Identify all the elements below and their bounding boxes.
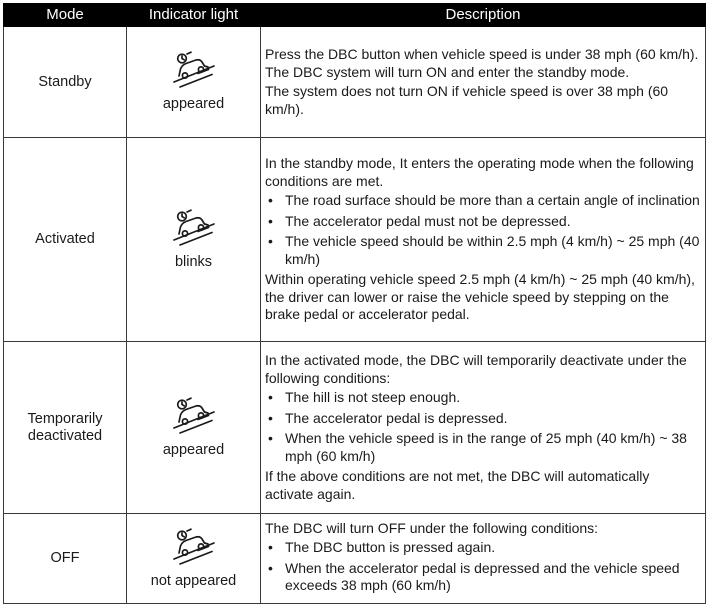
description-cell — [261, 342, 706, 514]
downhill-brake-control-icon — [171, 50, 217, 90]
list-item: • The hill is not steep enough. — [265, 389, 701, 407]
indicator-state: not appeared — [150, 572, 237, 589]
condition-list — [265, 389, 701, 465]
list-item: • The accelerator pedal must not be depressed. — [265, 213, 701, 231]
header-row — [4, 4, 706, 27]
header-description: Description — [261, 4, 706, 27]
description-paragraph: In the standby mode, It enters the operating mode when the following conditions are met. — [265, 155, 694, 189]
description-paragraph: Within operating vehicle speed 2.5 mph (4 km/h) ~ 25 mph (40 km/h), the driver can lower or raise the vehicle speed by stepping on the brake pedal or accelerator pedal. — [265, 271, 695, 323]
header-indicator-light: Indicator light — [127, 4, 261, 27]
table-row — [4, 138, 706, 342]
description-cell — [261, 138, 706, 342]
description-paragraph: The system does not turn ON if vehicle speed is over 38 mph (60 km/h). — [265, 83, 669, 117]
downhill-brake-control-icon — [171, 527, 217, 567]
list-item: • When the vehicle speed is in the range of 25 mph (40 km/h) ~ 38 mph (60 km/h) — [265, 430, 701, 465]
description-paragraph: The DBC will turn OFF under the following conditions: — [265, 519, 599, 536]
description-paragraph: If the above conditions are not met, the DBC will automatically activate again. — [265, 468, 650, 502]
mode-cell: Activated — [4, 138, 127, 342]
description-cell — [261, 27, 706, 138]
list-item: • The DBC button is pressed again. — [265, 539, 701, 557]
table-row — [4, 514, 706, 604]
list-item: • The road surface should be more than a certain angle of inclination — [265, 192, 701, 210]
list-item: • The accelerator pedal is depressed. — [265, 410, 701, 428]
dbc-mode-table — [3, 3, 706, 604]
indicator-cell — [127, 514, 261, 604]
description-paragraph: Press the DBC button when vehicle speed is under 38 mph (60 km/h). The DBC system will turn ON and enter the standby mode. — [265, 46, 699, 80]
indicator-cell — [127, 138, 261, 342]
indicator-cell — [127, 342, 261, 514]
mode-cell: Temporarily deactivated — [4, 342, 127, 514]
mode-cell: Standby — [4, 27, 127, 138]
indicator-state: appeared — [162, 96, 225, 113]
description-paragraph: In the activated mode, the DBC will temporarily deactivate under the following conditions: — [265, 352, 687, 386]
indicator-state: blinks — [174, 253, 213, 270]
indicator-state: appeared — [162, 441, 225, 458]
downhill-brake-control-icon — [171, 208, 217, 248]
indicator-cell — [127, 27, 261, 138]
mode-cell: OFF — [4, 514, 127, 604]
header-mode: Mode — [4, 4, 127, 27]
list-item: • When the accelerator pedal is depressed and the vehicle speed exceeds 38 mph (60 km/h) — [265, 560, 701, 595]
table-row — [4, 27, 706, 138]
downhill-brake-control-icon — [171, 396, 217, 436]
condition-list — [265, 192, 701, 268]
description-cell — [261, 514, 706, 604]
list-item: • The vehicle speed should be within 2.5 mph (4 km/h) ~ 25 mph (40 km/h) — [265, 233, 701, 268]
condition-list — [265, 539, 701, 595]
table-row — [4, 342, 706, 514]
